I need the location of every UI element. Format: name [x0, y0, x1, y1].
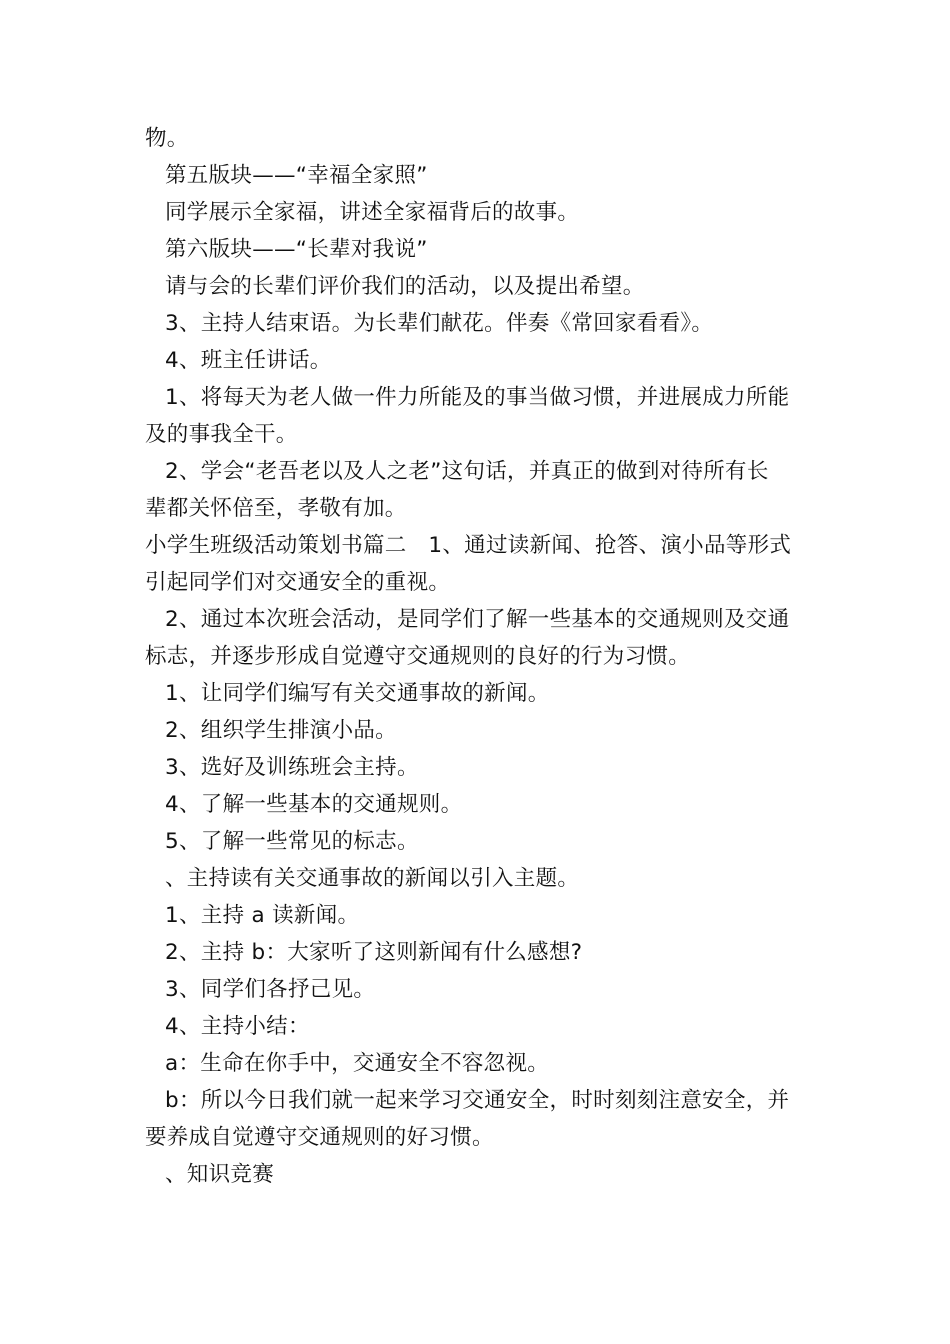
text-line: 2、通过本次班会活动，是同学们了解一些基本的交通规则及交通	[165, 607, 790, 632]
text-line: 引起同学们对交通安全的重视。	[145, 570, 451, 595]
text-line: 物。	[145, 126, 189, 151]
text-line: 第六版块——“长辈对我说”	[165, 237, 428, 262]
text-line: 3、主持人结束语。为长辈们献花。伴奏《常回家看看》。	[165, 311, 714, 336]
text-line: 2、学会“老吾老以及人之老”这句话，并真正的做到对待所有长	[165, 459, 769, 484]
text-line: 5、了解一些常见的标志。	[165, 829, 419, 854]
text-line: 4、主持小结：	[165, 1014, 310, 1039]
text-line: 2、主持 b：大家听了这则新闻有什么感想?	[165, 940, 583, 965]
text-line: 小学生班级活动策划书篇二 1、通过读新闻、抢答、演小品等形式	[145, 533, 792, 558]
text-line: 1、将每天为老人做一件力所能及的事当做习惯，并进展成力所能	[165, 385, 790, 410]
text-line: 要养成自觉遵守交通规则的好习惯。	[145, 1125, 494, 1150]
text-line: 3、选好及训练班会主持。	[165, 755, 419, 780]
text-line: 标志，并逐步形成自觉遵守交通规则的良好的行为习惯。	[145, 644, 691, 669]
text-line: 、知识竞赛	[165, 1162, 275, 1187]
text-line: 3、同学们各抒己见。	[165, 977, 376, 1002]
document-body	[145, 120, 810, 1193]
text-line: 、主持读有关交通事故的新闻以引入主题。	[165, 866, 580, 891]
text-line: 1、主持 a 读新闻。	[165, 903, 360, 928]
text-line: 请与会的长辈们评价我们的活动，以及提出希望。	[165, 274, 645, 299]
text-line: 及的事我全干。	[145, 422, 298, 447]
text-line: 4、班主任讲话。	[165, 348, 332, 373]
text-line: 辈都关怀倍至，孝敬有加。	[145, 496, 407, 521]
text-line: a：生命在你手中，交通安全不容忽视。	[165, 1051, 550, 1076]
text-line: 2、组织学生排演小品。	[165, 718, 397, 743]
text-line: 第五版块——“幸福全家照”	[165, 163, 428, 188]
text-line: 1、让同学们编写有关交通事故的新闻。	[165, 681, 550, 706]
text-line: 同学展示全家福，讲述全家福背后的故事。	[165, 200, 580, 225]
text-line: 4、了解一些基本的交通规则。	[165, 792, 463, 817]
text-line: b：所以今日我们就一起来学习交通安全，时时刻刻注意安全，并	[165, 1088, 790, 1113]
